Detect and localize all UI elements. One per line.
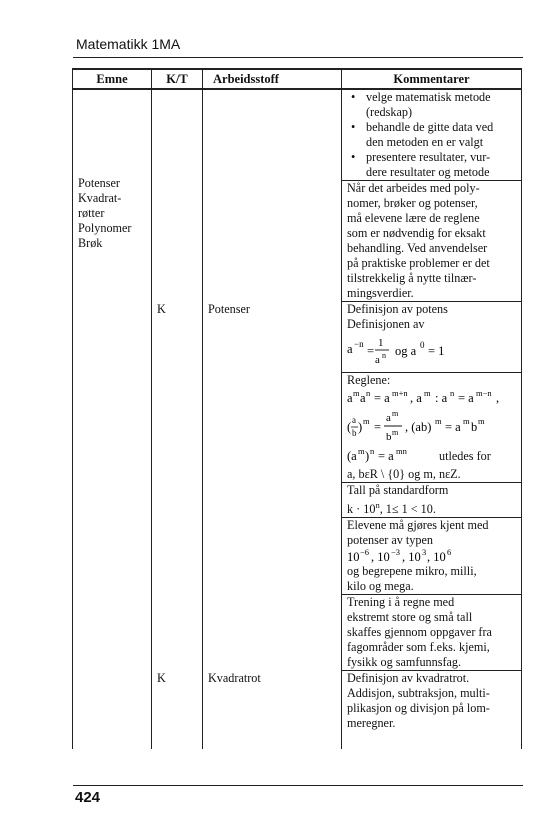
svg-text:a: a xyxy=(347,391,353,405)
svg-text:(: ( xyxy=(347,420,352,434)
svg-text:: a: : a xyxy=(435,391,448,405)
bullet-item: • behandle de gitte data ved den metoden en er valgt xyxy=(347,120,516,150)
svg-text:−n: −n xyxy=(354,339,364,349)
svg-text:=: = xyxy=(367,344,375,358)
svg-text:): ) xyxy=(365,449,370,463)
header-emne: Emne xyxy=(73,69,152,89)
arbeidsstoff-value: Kvadratrot xyxy=(203,671,342,749)
kt-value: K xyxy=(152,671,203,749)
comment-definition: Definisjon av potens Definisjonen av a −n = 1 a n og a 0 = 1 xyxy=(342,302,522,373)
table-row-potenser xyxy=(73,302,522,373)
emne-item: Polynomer xyxy=(78,221,132,235)
curriculum-table xyxy=(72,68,522,749)
svg-text:m: m xyxy=(353,388,360,398)
svg-text:m: m xyxy=(463,416,470,426)
svg-text:= 1: = 1 xyxy=(428,344,445,358)
svg-text:, (ab): , (ab) xyxy=(405,420,432,434)
svg-text:,: , xyxy=(496,391,500,405)
svg-text:= a: = a xyxy=(378,449,394,463)
svg-text:n: n xyxy=(370,446,375,456)
svg-text:=: = xyxy=(374,420,382,434)
comment-standard-form: Tall på standardform $k \cdot 10^n$, 1≤ 1 < 10. xyxy=(342,483,522,518)
arbeidsstoff-value: Potenser xyxy=(203,302,342,671)
svg-text:m: m xyxy=(392,428,399,437)
comment-kvadratrot: Definisjon av kvadratrot. Addisjon, subtraksjon, multi- plikasjon og divisjon på lom- meregner. xyxy=(342,671,522,749)
svg-text:= a: = a xyxy=(458,391,474,405)
emne-cell xyxy=(73,89,152,302)
header-kt: K/T xyxy=(152,69,203,89)
svg-text:, 10: , 10 xyxy=(402,550,421,565)
svg-text:−3: −3 xyxy=(391,548,401,558)
emne-item: Potenser xyxy=(78,176,120,190)
svg-text:m: m xyxy=(478,416,485,426)
svg-text:a: a xyxy=(360,391,366,405)
formula-power-rule xyxy=(347,446,439,464)
svg-text:m: m xyxy=(363,416,370,426)
svg-text:a: a xyxy=(347,342,353,356)
header-kommentarer: Kommentarer xyxy=(342,69,522,89)
kt-cell xyxy=(152,89,203,181)
svg-text:(a: (a xyxy=(347,449,357,463)
comment-bullets xyxy=(342,89,522,181)
svg-text:b: b xyxy=(471,420,478,434)
svg-text:n: n xyxy=(382,351,386,360)
formula-powers-of-ten xyxy=(347,548,467,564)
comment-rules: Reglene: a m a n = a m+n , a m : a n = a m−n , ( a b ) m = a m b m , (ab) m = a m b m (a m ) n = a mn utledes for a, bεR \ {0} og m, nεZ. xyxy=(342,373,522,483)
page-header-title: Matematikk 1MA xyxy=(76,36,181,52)
arbeidsstoff-cell xyxy=(203,89,342,181)
page-number: 424 xyxy=(75,789,101,806)
emne-item: Kvadrat- xyxy=(78,191,122,205)
svg-text:mn: mn xyxy=(396,446,407,456)
svg-text:, a: , a xyxy=(410,391,422,405)
svg-text:): ) xyxy=(358,420,363,434)
formula-rules-1 xyxy=(347,388,512,406)
comment-training: Trening i å regne med ekstremt store og små tall skaffes gjennom oppgaver fra fagområder som f.eks. kjemi, fysikk og samfunnsfag. xyxy=(342,595,522,671)
svg-text:b: b xyxy=(352,428,357,438)
svg-text:a: a xyxy=(352,415,356,425)
svg-text:1: 1 xyxy=(378,337,384,349)
header-rule xyxy=(73,57,523,58)
emne-item: Brøk xyxy=(78,236,103,250)
svg-text:n: n xyxy=(366,388,371,398)
domain-line: a, bεR \ {0} og m, nεZ. xyxy=(347,467,461,481)
table-row-kvadratrot xyxy=(73,671,522,749)
svg-text:0: 0 xyxy=(420,340,425,350)
table-row xyxy=(73,89,522,181)
svg-text:m: m xyxy=(435,416,442,426)
svg-text:m: m xyxy=(358,446,365,456)
svg-text:6: 6 xyxy=(447,548,452,558)
svg-text:, 10: , 10 xyxy=(371,550,390,565)
svg-text:og a: og a xyxy=(395,344,417,358)
svg-text:= a: = a xyxy=(445,420,461,434)
svg-text:10: 10 xyxy=(347,550,360,565)
svg-text:m: m xyxy=(424,388,431,398)
svg-text:= a: = a xyxy=(374,391,390,405)
svg-text:a: a xyxy=(386,412,391,424)
table-header-row xyxy=(73,69,522,89)
header-arbeidsstoff: Arbeidsstoff xyxy=(203,69,342,89)
svg-text:m+n: m+n xyxy=(392,388,408,398)
svg-text:3: 3 xyxy=(422,548,427,558)
svg-text:, 10: , 10 xyxy=(427,550,446,565)
formula-definition xyxy=(347,333,507,369)
footer-rule xyxy=(73,785,523,786)
formula-rules-2 xyxy=(347,410,512,444)
svg-text:a: a xyxy=(375,354,380,366)
comment-polynom: Når det arbeides med poly- nomer, brøker og potenser, må elevene lære de reglene som er nødvendig for eksakt behandling. Ved anvendelser på praktiske problemer er det tilstrekkelig å nytte tilnær- mingsverdier. xyxy=(342,181,522,302)
emne-item: røtter xyxy=(78,206,105,220)
kt-value: K xyxy=(152,302,203,671)
bullet-item: • presentere resultater, vur- dere resultater og metode xyxy=(347,150,516,180)
svg-text:−6: −6 xyxy=(360,548,370,558)
svg-text:b: b xyxy=(386,431,392,443)
svg-text:n: n xyxy=(450,388,455,398)
bullet-item: • velge matematisk metode (redskap) xyxy=(347,90,516,120)
svg-text:m: m xyxy=(392,410,399,418)
svg-text:m−n: m−n xyxy=(476,388,492,398)
comment-powers-of-ten: Elevene må gjøres kjent med potenser av typen 10 −6 , 10 −3 , 10 3 , 10 6 og begrepene mikro, milli, kilo og mega. xyxy=(342,518,522,595)
